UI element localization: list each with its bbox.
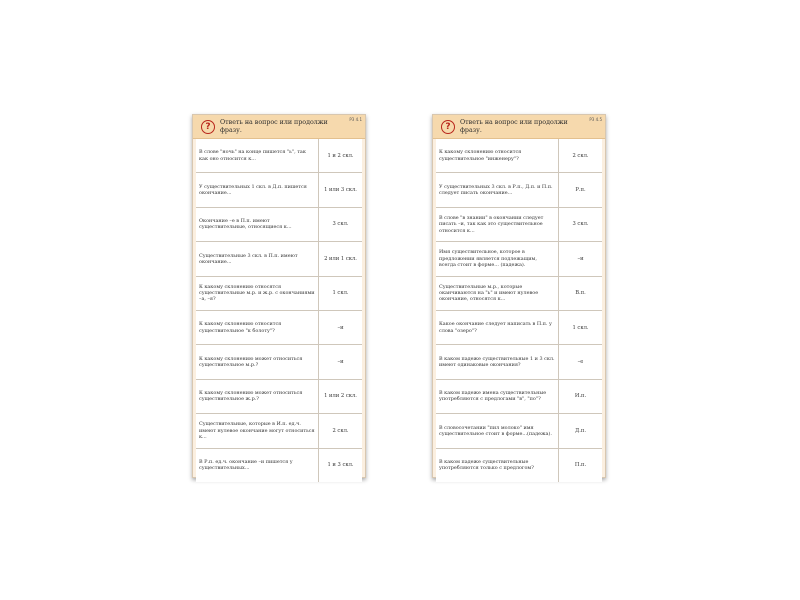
question-cell: В каком падеже существительные употребляются только с предлогом? [436, 449, 559, 482]
task-card-left [192, 114, 366, 478]
answer-cell: 1 или 3 скл. [324, 187, 357, 194]
answer-cell: 1 скл. [572, 324, 589, 331]
answer-cell: 2 скл. [572, 152, 589, 159]
answer-cell: 2 скл. [332, 427, 349, 434]
question-cell: К какому склонению может относиться существительное ж.р.? [196, 380, 319, 413]
card-instruction: Ответь на вопрос или продолжи фразу. [460, 118, 568, 134]
table-row [436, 208, 602, 242]
card-header [433, 115, 605, 139]
table-row [436, 414, 602, 448]
question-mark-icon: ? [441, 120, 455, 134]
answer-cell: –и [577, 255, 584, 262]
table-row [196, 242, 362, 276]
answer-cell: Д.п. [575, 427, 586, 434]
question-cell: К какому склонению относятся существительные м.р. и ж.р. с окончаниями –а, –я? [196, 277, 319, 310]
question-cell: Существительные, которые в И.п. ед.ч. имеют нулевое окончание могут относиться к... [196, 414, 319, 447]
answer-cell: 1 или 2 скл. [324, 393, 357, 400]
table-row [196, 139, 362, 173]
answer-cell: П.п. [574, 462, 587, 469]
question-cell: У существительных 3 скл. в Р.п., Д.п. и П.п. следует писать окончание... [436, 173, 559, 206]
table-row [196, 449, 362, 482]
table-row [196, 173, 362, 207]
question-cell: Существительные м.р., которые оканчиваются на "ь" и имеют нулевое окончание, относятся к... [436, 277, 559, 310]
card-table [433, 139, 605, 482]
question-cell: В каком падеже имена существительные употребляются с предлогами "в", "по"? [436, 380, 559, 413]
table-row [196, 380, 362, 414]
question-cell: В слове "в знании" в окончании следует писать –и, так как это существительное относится к... [436, 208, 559, 241]
table-row [436, 380, 602, 414]
question-cell: К какому склонению относится существительное "к болоту"? [196, 311, 319, 344]
question-cell: У существительных 1 скл. в Д.п. пишется окончание... [196, 173, 319, 206]
table-row [436, 449, 602, 482]
card-header [193, 115, 365, 139]
table-row [196, 208, 362, 242]
answer-cell: 1 скл. [332, 290, 349, 297]
answer-cell: 2 или 1 скл. [324, 255, 357, 262]
question-cell: В словосочетании "пил молоко" имя существительное стоит в форме...(падежа). [436, 414, 559, 447]
table-row [196, 345, 362, 379]
card-instruction: Ответь на вопрос или продолжи фразу. [220, 118, 328, 134]
question-cell: В каком падеже существительные 1 и 3 скл. имеют одинаковые окончания? [436, 345, 559, 378]
card-code: РЗ 4.1 [349, 117, 362, 122]
table-row [436, 242, 602, 276]
question-cell: Окончание –е в П.п. имеют существительные, относящиеся к... [196, 208, 319, 241]
answer-cell: –и [337, 324, 344, 331]
question-cell: Имя существительное, которое в предложении является подлежащим, всегда стоит в форме... (падежа). [436, 242, 559, 275]
answer-cell: 1 и 3 скл. [327, 462, 354, 469]
question-cell: В Р.п. ед.ч. окончание –и пишется у существительных... [196, 449, 319, 482]
table-row [196, 311, 362, 345]
answer-cell: –и [337, 359, 344, 366]
question-cell: К какому склонению относится существительное "инженеру"? [436, 139, 559, 172]
question-cell: К какому склонению может относиться существительное м.р.? [196, 345, 319, 378]
question-mark-icon: ? [201, 120, 215, 134]
answer-cell: Р.п. [575, 187, 586, 194]
card-table [193, 139, 365, 482]
table-row [436, 173, 602, 207]
table-row [436, 277, 602, 311]
card-code: РЗ 4.5 [589, 117, 602, 122]
answer-cell: 3 скл. [572, 221, 589, 228]
answer-cell: 3 скл. [332, 221, 349, 228]
table-row [436, 139, 602, 173]
task-card-right [432, 114, 606, 478]
question-cell: В слове "ночь" на конце пишется "ь", так как оно относится к... [196, 139, 319, 172]
answer-cell: И.п. [574, 393, 587, 400]
answer-cell: –е [577, 359, 584, 366]
answer-cell: В.п. [575, 290, 586, 297]
answer-cell: 1 и 2 скл. [327, 152, 354, 159]
table-row [436, 311, 602, 345]
question-cell: Существительные 3 скл. в П.п. имеют окончание... [196, 242, 319, 275]
question-cell: Какое окончание следует написать в П.п. у слова "озеро"? [436, 311, 559, 344]
table-row [196, 414, 362, 448]
table-row [196, 277, 362, 311]
table-row [436, 345, 602, 379]
